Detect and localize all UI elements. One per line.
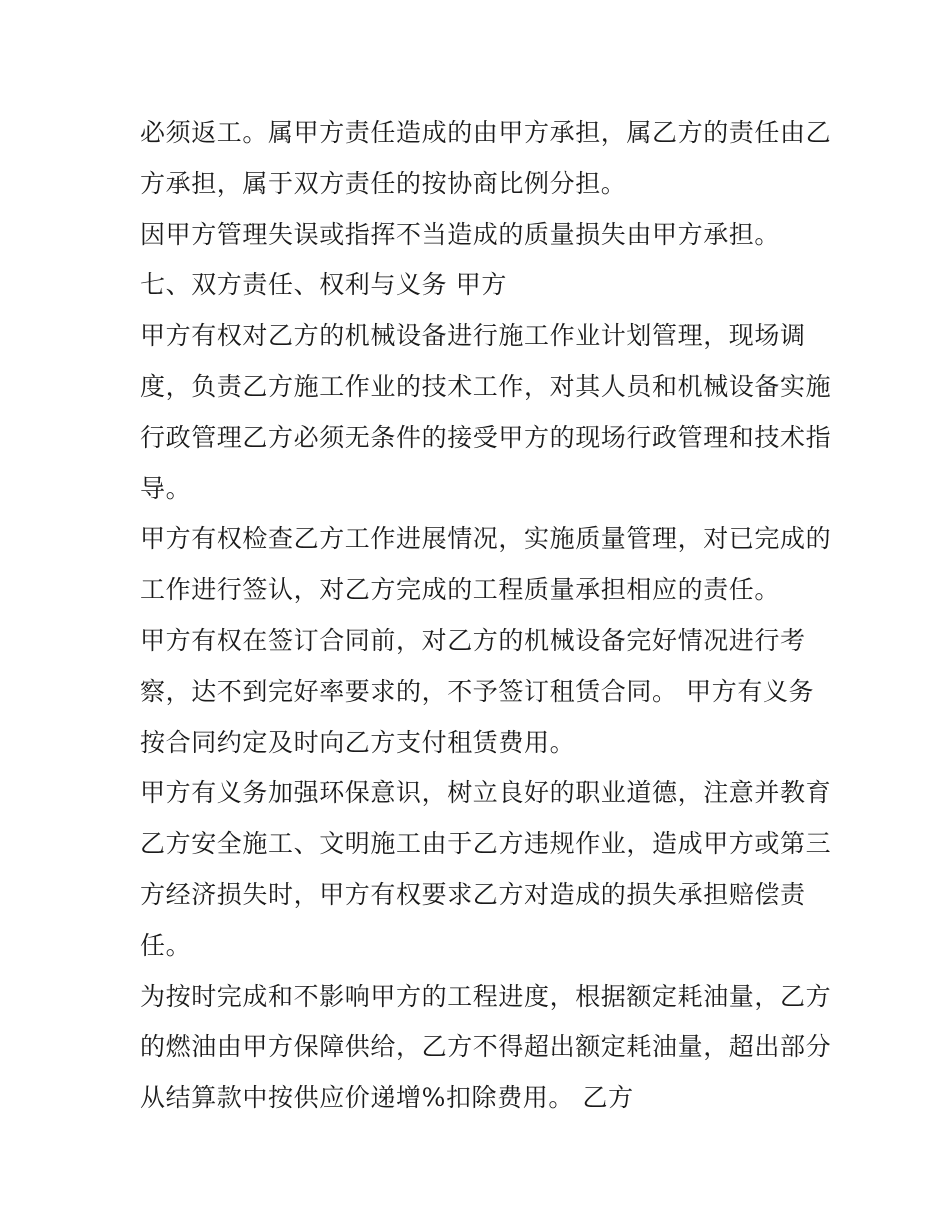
text-line-11: 甲方有权在签订合同前，对乙方的机械设备完好情况进行考 [140,625,806,655]
text-line-16: 方经济损失时，甲方有权要求乙方对造成的损失承担赔偿责 [140,879,806,909]
text-line-20: 从结算款中按供应价递增%扣除费用。 乙方 [140,1083,634,1113]
text-line-1: 必须返工。属甲方责任造成的由甲方承担，属乙方的责任由乙 [140,118,832,147]
text-line-13: 按合同约定及时向乙方支付租赁费用。 [140,727,576,757]
text-line-17: 任。 [140,930,192,960]
text-line-18: 为按时完成和不影响甲方的工程进度，根据额定耗油量，乙方 [140,981,832,1011]
section-heading-seven: 七、双方责任、权利与义务 甲方 [140,270,507,300]
text-line-3: 因甲方管理失误或指挥不当造成的质量损失由甲方承担。 [140,219,781,249]
text-line-6: 度，负责乙方施工作业的技术工作，对其人员和机械设备实施 [140,371,832,401]
text-line-12: 察，达不到完好率要求的，不予签订租赁合同。 甲方有义务 [140,676,815,706]
document-body [140,108,832,1124]
text-line-9: 甲方有权检查乙方工作进展情况，实施质量管理，对已完成的 [140,524,832,554]
text-line-15: 乙方安全施工、文明施工由于乙方违规作业，造成甲方或第三 [140,829,832,859]
text-line-2: 方承担，属于双方责任的按协商比例分担。 [140,168,627,198]
text-line-5: 甲方有权对乙方的机械设备进行施工作业计划管理，现场调 [140,321,806,351]
text-line-19: 的燃油由甲方保障供给，乙方不得超出额定耗油量，超出部分 [140,1032,832,1062]
text-line-7: 行政管理乙方必须无条件的接受甲方的现场行政管理和技术指 [140,422,832,452]
text-line-14: 甲方有义务加强环保意识，树立良好的职业道德，注意并教育 [140,778,832,808]
text-line-8: 导。 [140,473,192,503]
text-line-10: 工作进行签认，对乙方完成的工程质量承担相应的责任。 [140,575,781,605]
